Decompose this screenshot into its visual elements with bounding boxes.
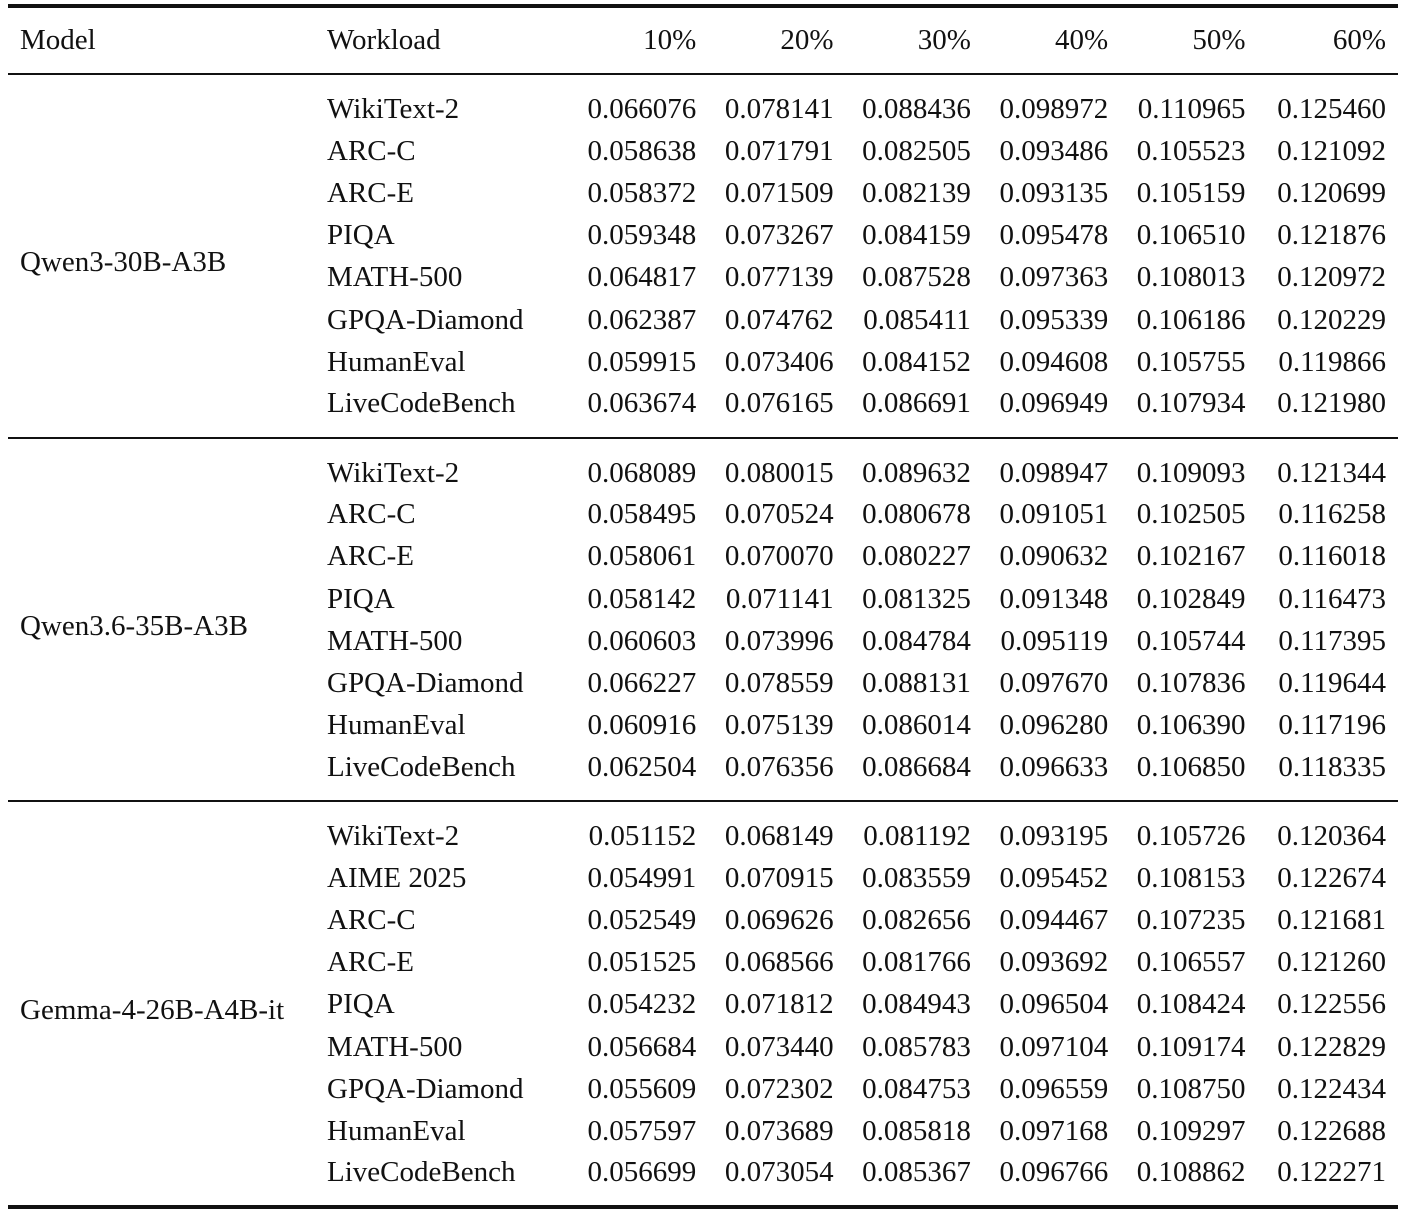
model-name-cell: Qwen3-30B-A3B: [20, 246, 227, 279]
value-cell: 0.107235: [1136, 903, 1246, 936]
value-cell: 0.120972: [1277, 261, 1386, 294]
workload-cell: GPQA-Diamond: [327, 667, 524, 700]
value-cell: 0.102505: [1136, 498, 1246, 531]
workload-cell: HumanEval: [327, 709, 466, 742]
value-cell: 0.106557: [1136, 946, 1246, 979]
value-cell: 0.068566: [724, 946, 834, 979]
value-cell: 0.096504: [999, 988, 1109, 1021]
value-cell: 0.096559: [999, 1072, 1109, 1105]
value-cell: 0.084152: [862, 345, 971, 378]
value-cell: 0.073996: [724, 624, 834, 657]
value-cell: 0.057597: [587, 1114, 697, 1147]
value-cell: 0.102167: [1136, 540, 1246, 573]
value-cell: 0.090632: [999, 540, 1109, 573]
header-10pct: 10%: [643, 24, 697, 56]
value-cell: 0.095339: [999, 303, 1109, 336]
value-cell: 0.072302: [724, 1072, 834, 1105]
value-cell: 0.097670: [999, 667, 1109, 700]
workload-cell: MATH-500: [327, 1030, 463, 1063]
value-cell: 0.096949: [999, 387, 1109, 420]
value-cell: 0.068089: [587, 456, 697, 489]
value-cell: 0.118335: [1278, 750, 1386, 783]
value-cell: 0.059348: [587, 219, 697, 252]
value-cell: 0.058372: [587, 176, 697, 209]
value-cell: 0.117196: [1278, 709, 1386, 742]
value-cell: 0.116258: [1278, 498, 1386, 531]
workload-cell: ARC-C: [327, 903, 416, 936]
value-cell: 0.071812: [724, 988, 834, 1021]
value-cell: 0.078141: [724, 93, 834, 126]
value-cell: 0.096633: [999, 750, 1109, 783]
value-cell: 0.074762: [724, 303, 834, 336]
value-cell: 0.071141: [725, 582, 834, 615]
workload-cell: WikiText-2: [327, 820, 460, 853]
header-workload: Workload: [327, 24, 441, 56]
value-cell: 0.125460: [1277, 93, 1386, 126]
table-row: [8, 438, 1398, 494]
value-cell: 0.094608: [999, 345, 1109, 378]
value-cell: 0.105744: [1136, 624, 1246, 657]
value-cell: 0.091348: [999, 582, 1109, 615]
value-cell: 0.106390: [1136, 709, 1246, 742]
value-cell: 0.097104: [999, 1030, 1109, 1063]
value-cell: 0.120364: [1277, 820, 1386, 853]
model-name-cell: Qwen3.6-35B-A3B: [20, 609, 248, 642]
value-cell: 0.058638: [587, 134, 697, 167]
value-cell: 0.082139: [862, 176, 971, 209]
value-cell: 0.064817: [587, 261, 697, 294]
table-header: [8, 6, 1398, 74]
value-cell: 0.119866: [1278, 345, 1386, 378]
results-table: [8, 4, 1398, 1209]
value-cell: 0.068149: [724, 820, 834, 853]
value-cell: 0.121344: [1277, 456, 1386, 489]
value-cell: 0.122556: [1277, 988, 1386, 1021]
value-cell: 0.084943: [862, 988, 971, 1021]
value-cell: 0.121260: [1277, 946, 1386, 979]
workload-cell: PIQA: [327, 988, 395, 1021]
value-cell: 0.095452: [999, 861, 1109, 894]
value-cell: 0.080678: [862, 498, 971, 531]
value-cell: 0.073440: [724, 1030, 834, 1063]
value-cell: 0.120229: [1277, 303, 1386, 336]
value-cell: 0.086014: [862, 709, 971, 742]
model-group: [8, 801, 1398, 1207]
value-cell: 0.122434: [1277, 1072, 1386, 1105]
value-cell: 0.073689: [724, 1114, 834, 1147]
value-cell: 0.109297: [1136, 1114, 1246, 1147]
value-cell: 0.106850: [1136, 750, 1246, 783]
value-cell: 0.060603: [587, 624, 697, 657]
table-row: [8, 74, 1398, 130]
value-cell: 0.052549: [587, 903, 697, 936]
value-cell: 0.122829: [1277, 1030, 1386, 1063]
value-cell: 0.096766: [999, 1156, 1109, 1189]
value-cell: 0.089632: [862, 456, 971, 489]
value-cell: 0.088436: [862, 93, 971, 126]
value-cell: 0.091051: [999, 498, 1109, 531]
value-cell: 0.081192: [863, 820, 971, 853]
value-cell: 0.116473: [1278, 582, 1386, 615]
value-cell: 0.107836: [1136, 667, 1246, 700]
value-cell: 0.085367: [862, 1156, 971, 1189]
value-cell: 0.058142: [587, 582, 697, 615]
workload-cell: GPQA-Diamond: [327, 303, 524, 336]
model-group: [8, 74, 1398, 438]
workload-cell: ARC-C: [327, 498, 416, 531]
value-cell: 0.070070: [724, 540, 834, 573]
value-cell: 0.087528: [862, 261, 971, 294]
value-cell: 0.121876: [1277, 219, 1386, 252]
value-cell: 0.062387: [587, 303, 697, 336]
value-cell: 0.102849: [1136, 582, 1246, 615]
value-cell: 0.110965: [1137, 93, 1246, 126]
model-name-cell: Gemma-4-26B-A4B-it: [20, 993, 285, 1026]
workload-cell: LiveCodeBench: [327, 387, 516, 420]
value-cell: 0.108862: [1136, 1156, 1246, 1189]
header-60pct: 60%: [1332, 24, 1386, 56]
value-cell: 0.058495: [587, 498, 697, 531]
value-cell: 0.098947: [999, 456, 1109, 489]
value-cell: 0.121980: [1277, 387, 1386, 420]
value-cell: 0.108424: [1136, 988, 1246, 1021]
value-cell: 0.088131: [862, 667, 971, 700]
value-cell: 0.054991: [587, 861, 697, 894]
value-cell: 0.071791: [724, 134, 834, 167]
header-50pct: 50%: [1192, 24, 1246, 56]
value-cell: 0.095119: [1000, 624, 1109, 657]
value-cell: 0.059915: [587, 345, 697, 378]
value-cell: 0.107934: [1136, 387, 1246, 420]
header-model: Model: [20, 24, 96, 56]
value-cell: 0.105726: [1136, 820, 1246, 853]
workload-cell: ARC-E: [327, 946, 414, 979]
workload-cell: PIQA: [327, 582, 395, 615]
value-cell: 0.093195: [999, 820, 1109, 853]
value-cell: 0.084159: [862, 219, 971, 252]
value-cell: 0.084784: [862, 624, 971, 657]
value-cell: 0.097363: [999, 261, 1109, 294]
workload-cell: ARC-C: [327, 134, 416, 167]
value-cell: 0.095478: [999, 219, 1109, 252]
value-cell: 0.073406: [724, 345, 834, 378]
value-cell: 0.073267: [724, 219, 834, 252]
value-cell: 0.081325: [862, 582, 971, 615]
value-cell: 0.080015: [724, 456, 834, 489]
value-cell: 0.085783: [862, 1030, 971, 1063]
value-cell: 0.085818: [862, 1114, 971, 1147]
value-cell: 0.063674: [587, 387, 697, 420]
value-cell: 0.077139: [724, 261, 834, 294]
value-cell: 0.085411: [863, 303, 971, 336]
value-cell: 0.054232: [587, 988, 697, 1021]
value-cell: 0.083559: [862, 861, 971, 894]
workload-cell: HumanEval: [327, 345, 466, 378]
value-cell: 0.122674: [1277, 861, 1386, 894]
value-cell: 0.066076: [587, 93, 697, 126]
value-cell: 0.062504: [587, 750, 697, 783]
value-cell: 0.096280: [999, 709, 1109, 742]
value-cell: 0.056699: [587, 1156, 697, 1189]
value-cell: 0.058061: [587, 540, 697, 573]
workload-cell: WikiText-2: [327, 456, 460, 489]
value-cell: 0.070524: [724, 498, 834, 531]
value-cell: 0.097168: [999, 1114, 1109, 1147]
value-cell: 0.109174: [1136, 1030, 1246, 1063]
value-cell: 0.105523: [1136, 134, 1246, 167]
value-cell: 0.073054: [724, 1156, 834, 1189]
value-cell: 0.094467: [999, 903, 1109, 936]
value-cell: 0.121681: [1277, 903, 1386, 936]
value-cell: 0.116018: [1278, 540, 1386, 573]
value-cell: 0.082505: [862, 134, 971, 167]
value-cell: 0.060916: [587, 709, 697, 742]
value-cell: 0.121092: [1277, 134, 1386, 167]
header-30pct: 30%: [917, 24, 971, 56]
header-40pct: 40%: [1055, 24, 1109, 56]
value-cell: 0.078559: [724, 667, 834, 700]
workload-cell: GPQA-Diamond: [327, 1072, 524, 1105]
value-cell: 0.070915: [724, 861, 834, 894]
header-20pct: 20%: [780, 24, 834, 56]
value-cell: 0.056684: [587, 1030, 697, 1063]
value-cell: 0.122688: [1277, 1114, 1386, 1147]
value-cell: 0.108153: [1136, 861, 1246, 894]
value-cell: 0.082656: [862, 903, 971, 936]
value-cell: 0.066227: [587, 667, 697, 700]
workload-cell: MATH-500: [327, 624, 463, 657]
workload-cell: WikiText-2: [327, 93, 460, 126]
value-cell: 0.105159: [1136, 176, 1246, 209]
value-cell: 0.069626: [724, 903, 834, 936]
value-cell: 0.098972: [999, 93, 1109, 126]
table-row: [8, 801, 1398, 857]
value-cell: 0.122271: [1277, 1156, 1386, 1189]
header-row: [8, 6, 1398, 74]
value-cell: 0.106186: [1136, 303, 1246, 336]
value-cell: 0.076356: [724, 750, 834, 783]
value-cell: 0.086691: [862, 387, 971, 420]
workload-cell: LiveCodeBench: [327, 750, 516, 783]
value-cell: 0.086684: [862, 750, 971, 783]
value-cell: 0.093692: [999, 946, 1109, 979]
workload-cell: LiveCodeBench: [327, 1156, 516, 1189]
value-cell: 0.051525: [587, 946, 697, 979]
workload-cell: ARC-E: [327, 540, 414, 573]
value-cell: 0.093135: [999, 176, 1109, 209]
value-cell: 0.108750: [1136, 1072, 1246, 1105]
workload-cell: ARC-E: [327, 176, 414, 209]
value-cell: 0.109093: [1136, 456, 1246, 489]
value-cell: 0.093486: [999, 134, 1109, 167]
value-cell: 0.055609: [587, 1072, 697, 1105]
value-cell: 0.051152: [588, 820, 697, 853]
workload-cell: MATH-500: [327, 261, 463, 294]
value-cell: 0.075139: [724, 709, 834, 742]
value-cell: 0.105755: [1136, 345, 1246, 378]
value-cell: 0.084753: [862, 1072, 971, 1105]
value-cell: 0.106510: [1136, 219, 1246, 252]
value-cell: 0.120699: [1277, 176, 1386, 209]
workload-cell: PIQA: [327, 219, 395, 252]
value-cell: 0.117395: [1278, 624, 1386, 657]
value-cell: 0.119644: [1278, 667, 1386, 700]
value-cell: 0.071509: [724, 176, 834, 209]
value-cell: 0.081766: [862, 946, 971, 979]
value-cell: 0.108013: [1136, 261, 1246, 294]
workload-cell: HumanEval: [327, 1114, 466, 1147]
workload-cell: AIME 2025: [327, 861, 467, 894]
value-cell: 0.076165: [724, 387, 834, 420]
model-group: [8, 438, 1398, 802]
value-cell: 0.080227: [862, 540, 971, 573]
